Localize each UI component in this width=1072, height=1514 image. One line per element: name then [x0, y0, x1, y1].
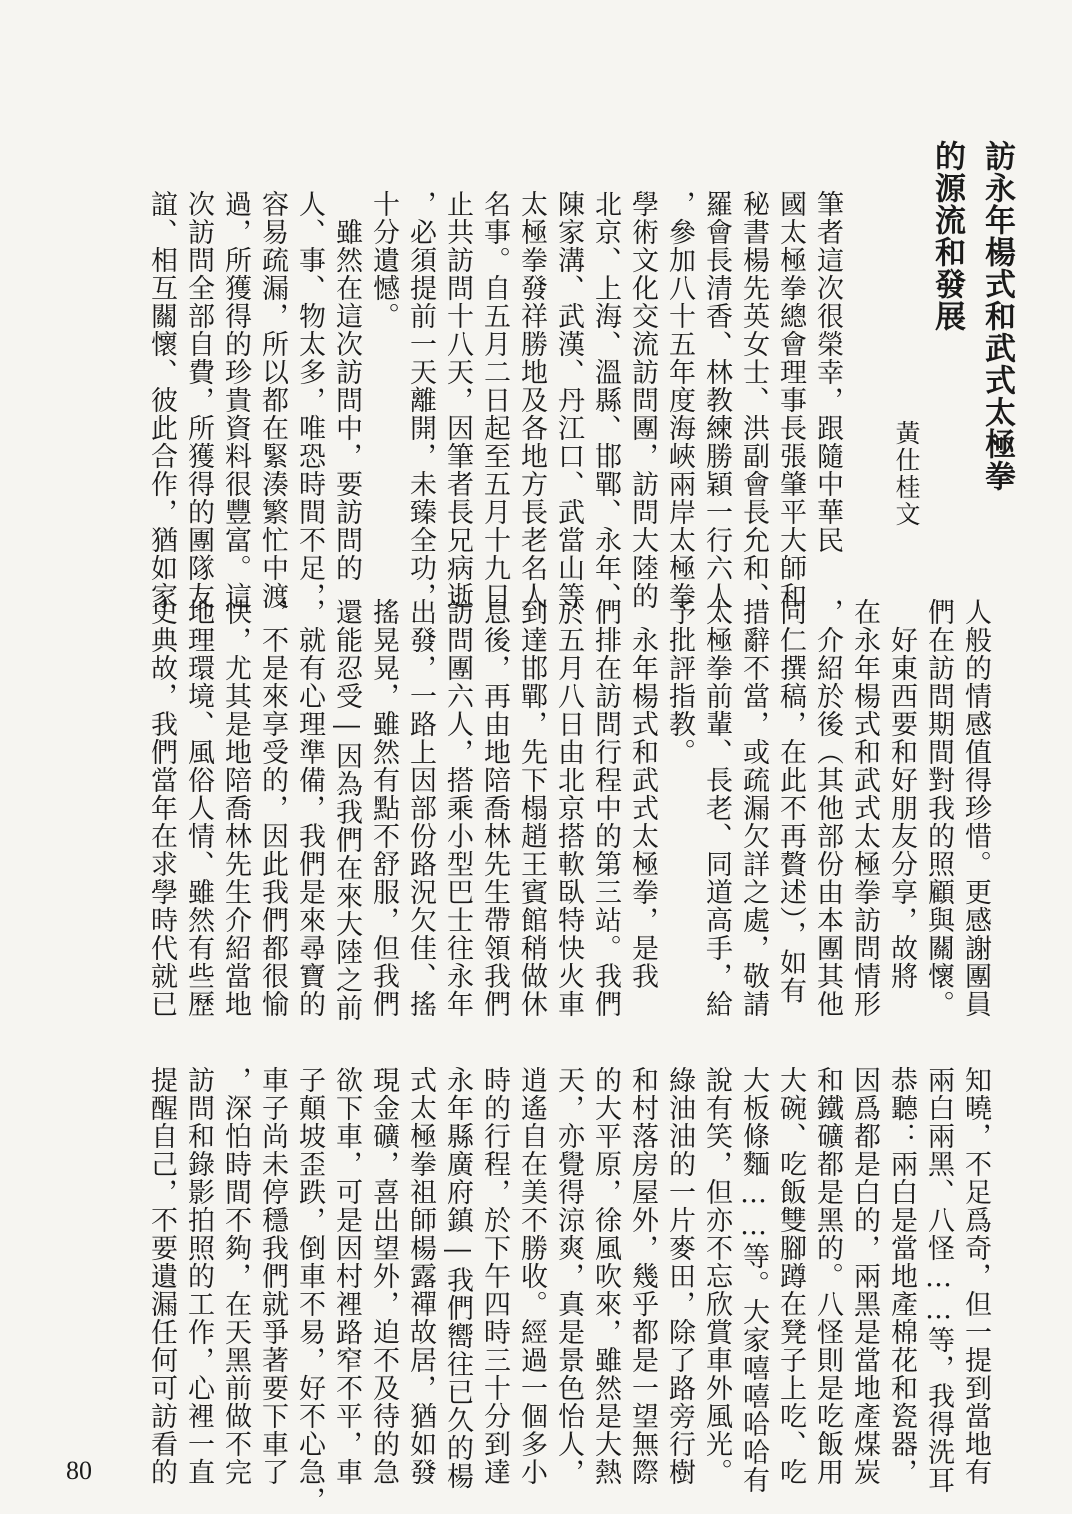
middle-text-block: 人般的情感值得珍惜。更感謝團員 們在訪問期間對我的照顧與關懷。 好東西要和好朋友分享，故將 在永年楊式和武式太極拳訪問情形 ，介紹於後（其他部份由本團其他 同仁撰稿，在此不再贅述），如有 措辭不當，或疏漏欠詳之處，敬請 太極拳前輩、長老、同道高手，給 予批評指教。 永年楊式和武式太極拳，是我 們排在訪問行程中的第三站。我們 於五月八日由北京搭軟臥特快火車 到達邯鄲，先下榻趙王賓館稍做休 息後，再由地陪喬林先生帶領我們 訪問團六人，搭乘小型巴士往永年 出發，一路上因部份路況欠佳、搖 搖晃晃，雖然有點不舒服，但我們 還能忍受―因為我們在來大陸之前 ，就有心理準備，我們是來尋寶的 ，不是來享受的，因此我們都很愉 快，尤其是地陪喬林先生介紹當地 地理環境、風俗人情、雖然有些歷 史典故，我們當年在求學時代就已 — [146, 598, 991, 1022]
page-number: 80 — [66, 1456, 92, 1485]
article-author: 黃仕桂文 — [892, 420, 921, 528]
bottom-text-block: 知曉，不足爲奇，但一提到當地有 兩白兩黑、八怪……等，我得洗耳 恭聽：兩白是當地產棉花和瓷器， 因爲都是白的，兩黑是當地產煤炭 和鐵礦都是黑的。八怪則是吃飯用 大碗、吃飯雙腳蹲在凳子上吃、吃 大板條麵……等。大家嘻嘻哈哈有 說有笑，但亦不忘欣賞車外風光。 綠油油的一片麥田，除了路旁行樹 和村落房屋外，幾乎都是一望無際 的大平原，徐風吹來，雖然是大熱 天，亦覺得涼爽，真是景色怡人， 逍遙自在美不勝收。經過一個多小 時的行程，於下午四時三十分到達 永年縣廣府鎮―我們嚮往已久的楊 式太極拳祖師楊露禪故居，猶如發 現金礦，喜出望外，迫不及待的急 欲下車，可是因村裡路窄不平，車 子顛坡歪跌，倒車不易，好不心急， 車子尚未停穩我們就爭著要下車了 ，深怕時間不夠，在天黑前做不完 訪問和錄影拍照的工作，心裡一直 提醒自己，不要遺漏任何可訪看的 — [146, 1066, 991, 1514]
top-left-text-block: 筆者這次很榮幸，跟隨中華民 國太極拳總會理事長張肇平大師和 秘書楊先英女士、洪副會長允和、 羅會長清香、林教練勝穎一行六人 ，參加八十五年度海峽兩岸太極拳 學術文化交流訪問團，訪問大陸的 北京、上海、溫縣、邯鄲、永年、 陳家溝、武漢、丹江口、武當山等 太極拳發祥勝地及各地方長老名人 名事。自五月二日起至五月十九日 止共訪問十八天，因筆者長兄病逝 ，必須提前一天離開，未臻全功， 十分遺憾。 雖然在這次訪問中，要訪問的 人、事、物太多，唯恐時間不足， 容易疏漏，所以都在緊湊繁忙中渡 過，所獲得的珍貴資料很豐富。這 次訪問全部自費，所獲得的團隊友 誼、相互關懷、彼此合作，猶如家 — [146, 190, 843, 610]
article-title: 訪永年楊式和武式太極拳 的源流和發展 — [929, 140, 1015, 492]
